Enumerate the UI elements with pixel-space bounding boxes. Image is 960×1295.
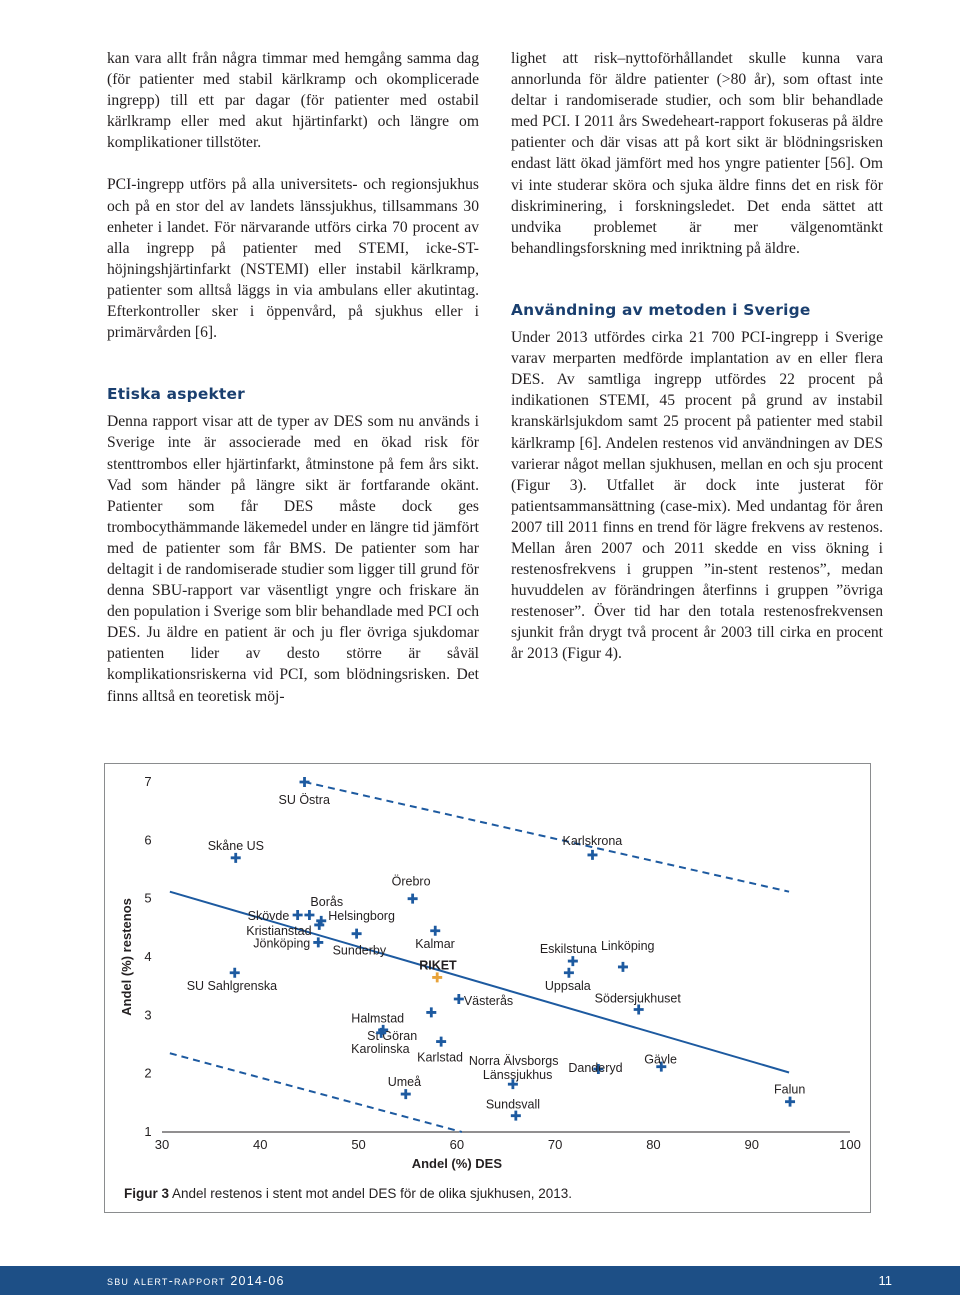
data-point-marker	[564, 968, 574, 978]
x-axis-label: Andel (%) DES	[411, 1156, 503, 1171]
point-label: Länssjukhus	[482, 1068, 553, 1083]
figure-caption	[124, 1186, 572, 1201]
data-point-marker	[304, 910, 314, 920]
y-tick-label: 3	[144, 1007, 152, 1023]
x-tick-label: 90	[744, 1137, 759, 1152]
data-point-marker	[293, 910, 303, 920]
y-tick-label: 1	[144, 1124, 152, 1139]
right-paragraph-1: lighet att risk–nyttoförhållandet skulle kunna vara annorlunda för äldre patienter (>80 år), som oftast inte deltar i randomiserade studier, och som blir behandlade med PCI. I 2011 års Swedeheart-rapport fokuseras på äldre patienter och där visas att på kort sikt är blödningsrisken endast lätt ökad jämfört med hos yngre patienter [56]. Om vi inte studerar sköra och sjuka äldre finns det en risk för diskriminering, i forskningsledet. Det enda sättet att undvika problemet är mer välgenomtänkt behandlingsforskning med inriktning på äldre.	[511, 50, 883, 257]
left-paragraph-2: PCI-ingrepp utförs på alla universitets- och regionsjukhus och på en stor del av landets länssjukhus, tillsammans 30 enheter i landet. För närvarande utförs cirka 70 procent av alla ingrepp på patienter med STEMI, icke-ST-höjningshjärtinfarkt (NSTEMI) eller instabil kärlkramp, patienter som alltså läggs in via ambulans eller akutintag. Efterkontroller sker i öppenvård, på sjukhus eller i primärvården [6].	[107, 176, 479, 342]
point-label: Sunderby	[332, 943, 387, 958]
y-tick-label: 5	[144, 890, 152, 906]
point-label: Eskilstuna	[539, 942, 597, 957]
x-tick-label: 80	[646, 1137, 661, 1152]
data-point-marker	[313, 937, 323, 947]
y-tick-label: 4	[144, 949, 152, 964]
y-tick-label: 2	[144, 1065, 152, 1081]
caption-label: Figur 3	[124, 1186, 170, 1201]
data-point-marker	[454, 994, 464, 1004]
point-label: SU Östra	[278, 793, 330, 807]
point-label: Karlstad	[417, 1050, 463, 1065]
point-label: Halmstad	[351, 1011, 405, 1026]
data-point-marker	[230, 968, 240, 978]
point-label: Sundsvall	[485, 1097, 541, 1112]
point-label: Skövde	[247, 909, 290, 923]
data-point-marker	[408, 894, 418, 904]
left-paragraph-1: kan vara allt från några timmar med hemgång samma dag (för patienter med stabil kärlkramp och okomplicerade ingrepp) till ett par dagar (för patienter med ostabil kärlkramp eller med akut hjärtinfarkt) och längre om komplikationer tillstöter.	[107, 50, 479, 152]
point-label: Örebro	[391, 874, 431, 889]
point-label: Karlskrona	[562, 833, 623, 848]
data-point-marker	[231, 853, 241, 863]
point-label: RIKET	[419, 958, 457, 973]
point-label: Helsingborg	[328, 908, 395, 923]
data-point-marker	[436, 1037, 446, 1047]
x-tick-label: 50	[351, 1137, 366, 1152]
point-label: Linköping	[600, 938, 655, 953]
point-label: SU Sahlgrenska	[186, 978, 278, 993]
point-label: Uppsala	[544, 978, 591, 993]
x-tick-label: 70	[547, 1137, 563, 1152]
upper-bound-line	[305, 782, 790, 892]
data-point-marker	[634, 1005, 644, 1015]
figure-frame	[104, 763, 871, 1213]
data-point-marker	[430, 926, 440, 936]
x-tick-label: 40	[253, 1137, 268, 1152]
data-point-marker	[618, 962, 628, 972]
section-heading-anvandning: Användning av metoden i Sverige	[511, 300, 811, 319]
data-point-marker	[511, 1111, 521, 1121]
point-label: Umeå	[387, 1075, 422, 1090]
point-label: Kalmar	[415, 936, 455, 951]
point-label: Västerås	[463, 994, 514, 1008]
y-tick-label: 7	[144, 774, 152, 789]
left-paragraph-3: Denna rapport visar att de typer av DES som nu används i Sverige inte är associerade med en ökad risk för stenttrombos eller hjärtinfarkt, åtminstone på fem års sikt. Vad som händer på längre sikt är fortfarande okänt. Patienter som får DES måste dock ges trombocythämmande läkemedel under en längre tid jämfört med de patienter som får BMS. De patienter som har deltagit i de randomiserade studier som ligger till grund för denna SBU-rapport var väsentligt yngre och friskare än den population i Sverige som blir behandlade med PCI och DES. Ju äldre en patient är och ju fler övriga sjukdomar patienten lider av desto större är såväl komplikationsriskerna vid PCI, som blödningsrisken. Det finns alltså en teoretisk möj-	[107, 413, 479, 705]
page-number: 11	[878, 1273, 892, 1288]
right-column	[511, 48, 883, 665]
point-label: Borås	[310, 895, 344, 909]
data-point-marker	[300, 777, 310, 787]
point-label: Kristianstad	[246, 923, 312, 938]
x-tick-label: 60	[449, 1137, 465, 1152]
point-label: Gävle	[644, 1052, 677, 1067]
data-point-marker	[432, 972, 442, 982]
x-tick-label: 100	[839, 1137, 861, 1152]
page-footer	[0, 1266, 960, 1295]
data-point-marker	[568, 956, 578, 966]
left-column	[107, 48, 479, 707]
y-tick-label: 6	[144, 832, 152, 848]
data-point-marker	[352, 929, 362, 939]
point-label: Södersjukhuset	[594, 991, 681, 1006]
data-point-marker	[587, 850, 597, 860]
point-label: Norra Älvsborgs	[468, 1054, 559, 1069]
point-label: St Göran	[367, 1028, 418, 1043]
data-point-marker	[401, 1089, 411, 1099]
caption-text: Andel restenos i stent mot andel DES för de olika sjukhusen, 2013.	[172, 1186, 573, 1201]
data-point-marker	[426, 1007, 436, 1017]
x-tick-label: 30	[154, 1137, 170, 1152]
y-axis-label: Andel (%) restenos	[119, 898, 134, 1016]
point-label: Skåne US	[207, 838, 264, 853]
lower-bound-line	[170, 1050, 463, 1132]
data-point-marker	[785, 1097, 795, 1107]
section-heading-etiska: Etiska aspekter	[107, 385, 245, 404]
right-paragraph-2: Under 2013 utfördes cirka 21 700 PCI-ingrepp i Sverige varav merparten medförde implantation av en eller flera DES. Av samtliga ingrepp utfördes 22 procent på indikationen STEMI, 45 procent på grund av instabil kranskärlsjukdom samt 25 procent på patienter med stabil kärlkramp [6]. Andelen restenos vid användningen av DES varierar något mellan sjukhusen, mellan en och sju procent (Figur 3). Utfallet är dock inte justerat för patientsammansättning (case-mix). Med undantag för åren 2007 till 2011 finns en trend för lägre frekvens av restenos. Mellan åren 2007 och 2011 skedde en viss ökning i restenosfrekvens i gruppen ”in-stent restenos”, medan huvuddelen av förändringen återfinns i gruppen ”övriga restenoser”. Över tid har den totala restenosfrekvensen sjunkit från drygt två procent år 2003 till cirka en procent år 2013 (Figur 4).	[511, 329, 883, 663]
footer-publication: sbu alert-rapport 2014-06	[107, 1274, 285, 1288]
point-label: Danderyd	[568, 1061, 623, 1075]
point-label: Falun	[774, 1082, 806, 1097]
point-label: Karolinska	[351, 1041, 410, 1056]
point-label: Jönköping	[253, 936, 311, 951]
scatter-chart	[105, 764, 872, 1214]
